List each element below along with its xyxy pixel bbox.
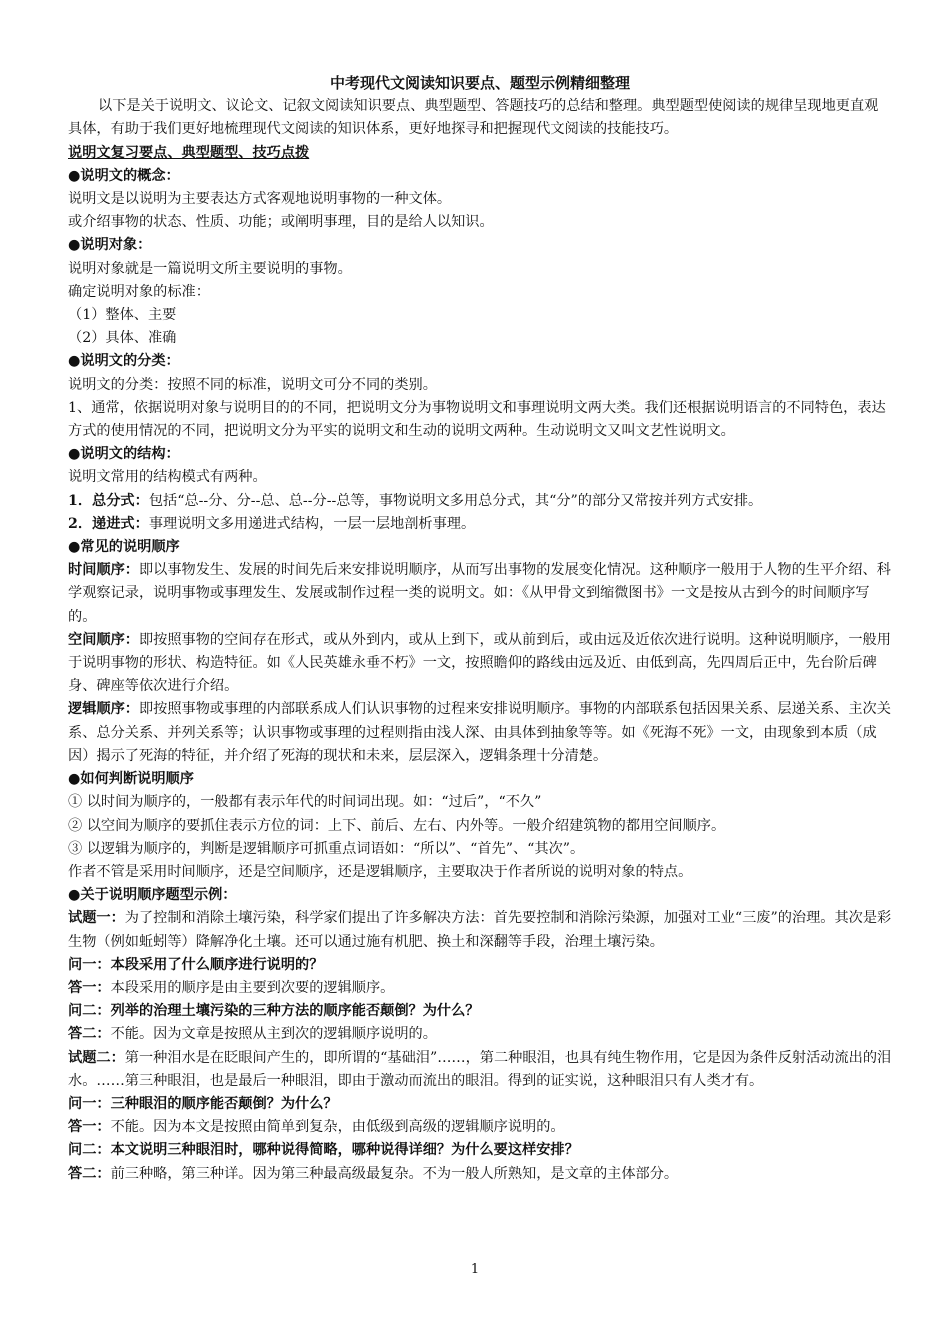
example-1-question-1: 问一：本段采用了什么顺序进行说明的？	[68, 956, 324, 973]
structure-label-1: 1．总分式：	[68, 492, 149, 509]
concept-line-2: 或介绍事物的状态、性质、功能；或阐明事理，目的是给人以知识。	[68, 214, 494, 231]
example-2-answer-2	[68, 1163, 892, 1186]
example-1-label: 试题一：	[68, 910, 125, 927]
object-line-4: （2）具体、准确	[68, 330, 177, 347]
page-number: 1	[470, 1262, 480, 1277]
structure-label-2: 2．递进式：	[68, 515, 149, 532]
heading-examples: ●关于说明顺序题型示例：	[68, 887, 237, 904]
space-order-text: 即按照事物的空间存在形式，或从外到内，或从上到下，或从前到后，或由远及近依次进行说明。这种说明顺序，一般用于说明事物的形状、构造特征。如《人民英雄永垂不朽》一文，按照瞻仰的路线由远及近、由低到高，先四周后正中，先台阶后碑身、碑座等依次进行介绍。	[68, 631, 891, 695]
structure-line-2	[68, 490, 892, 513]
example-1-paragraph	[68, 907, 892, 953]
example-2-question-1: 问一：三种眼泪的顺序能否颠倒？为什么？	[68, 1095, 338, 1112]
object-line-2: 确定说明对象的标准：	[68, 283, 210, 300]
example-1-answer-2	[68, 1023, 892, 1046]
space-order-label: 空间顺序：	[68, 631, 139, 648]
concept-line-1: 说明文是以说明为主要表达方式客观地说明事物的一种文体。	[68, 191, 452, 208]
answer-label: 答二：	[68, 1026, 111, 1043]
example-2-question-2: 问二：本文说明三种眼泪时，哪种说得简略，哪种说得详细？为什么要这样安排？	[68, 1142, 579, 1159]
classification-line-1: 说明文的分类：按照不同的标准，说明文可分不同的类别。	[68, 376, 437, 393]
judge-line-4: 作者不管是采用时间顺序，还是空间顺序，还是逻辑顺序，主要取决于作者所说的说明对象的特点。	[68, 863, 693, 880]
example-2-label: 试题二：	[68, 1049, 125, 1066]
heading-classification: ●说明文的分类：	[68, 353, 180, 370]
heading-order: ●常见的说明顺序	[68, 539, 180, 556]
example-2-paragraph	[68, 1047, 892, 1093]
time-order-paragraph	[68, 559, 892, 629]
answer-label: 答一：	[68, 1119, 111, 1136]
example-2-text: 第一种泪水是在眨眼间产生的，即所谓的“基础泪”……，第二种眼泪，也具有纯生物作用，它是因为条件反射活动流出的泪水。……第三种眼泪，也是最后一种眼泪，即由于激动而流出的眼泪。得到的证实说，这种眼泪只有人类才有。	[68, 1049, 892, 1089]
answer-label: 答一：	[68, 979, 111, 996]
document-page	[68, 72, 892, 1186]
answer-text: 前三种略，第三种详。因为第三种最高级最复杂。不为一般人所熟知，是文章的主体部分。	[110, 1165, 679, 1182]
judge-line-2: ② 以空间为顺序的要抓住表示方位的词：上下、前后、左右、内外等。一般介绍建筑物的都用空间顺序。	[68, 817, 726, 834]
intro-paragraph: 以下是关于说明文、议论文、记叙文阅读知识要点、典型题型、答题技巧的总结和整理。典型题型使阅读的规律呈现地更直观具体，有助于我们更好地梳理现代文阅读的知识体系，更好地探寻和把握现代文阅读的技能技巧。	[68, 98, 879, 138]
heading-object: ●说明对象：	[68, 237, 152, 254]
structure-text-2: 事理说明文多用递进式结构，一层一层地剖析事理。	[148, 515, 476, 532]
judge-line-1: ① 以时间为顺序的，一般都有表示年代的时间词出现。如：“过后”，“不久”	[68, 794, 542, 811]
answer-text: 不能。因为文章是按照从主到次的逻辑顺序说明的。	[110, 1026, 437, 1043]
example-2-answer-1	[68, 1116, 892, 1139]
answer-text: 本段采用的顺序是由主要到次要的逻辑顺序。	[110, 979, 395, 996]
heading-judge-order: ●如何判断说明顺序	[68, 771, 194, 788]
example-1-answer-1	[68, 977, 892, 1000]
answer-text: 不能。因为本文是按照由简单到复杂，由低级到高级的逻辑顺序说明的。	[110, 1119, 565, 1136]
heading-concept: ●说明文的概念：	[68, 167, 180, 184]
logic-order-text: 即按照事物或事理的内部联系成人们认识事物的过程来安排说明顺序。事物的内部联系包括因果关系、层递关系、主次关系、总分关系、并列关系等；认识事物或事理的过程则指由浅人深、由具体到抽象等等。如《死海不死》一文，由现象到本质（成因）揭示了死海的特征，并介绍了死海的现状和未来，层层深入，逻辑条理十分清楚。	[68, 701, 891, 764]
structure-line-3	[68, 513, 892, 536]
object-line-3: （1）整体、主要	[68, 307, 177, 324]
judge-line-3: ③ 以逻辑为顺序的，判断是逻辑顺序可抓重点词语如：“所以”、“首先”、“其次”。	[68, 840, 585, 857]
structure-line-1: 说明文常用的结构模式有两种。	[68, 469, 267, 486]
classification-line-2: 1、通常，依据说明对象与说明目的的不同，把说明文分为事物说明文和事理说明文两大类。我们还根据说明语言的不同特色，表达方式的使用情况的不同，把说明文分为平实的说明文和生动的说明文两种。生动说明文又叫文艺性说明文。	[68, 399, 886, 440]
space-order-paragraph	[68, 629, 892, 699]
example-1-text: 为了控制和消除土壤污染，科学家们提出了许多解决方法：首先要控制和消除污染源，加强对工业“三废”的治理。其次是彩生物（例如蚯蚓等）降解净化土壤。还可以通过施有机肥、换土和深翻等手段，治理土壤污染。	[68, 910, 892, 950]
heading-structure: ●说明文的结构：	[68, 446, 180, 463]
time-order-text: 即以事物发生、发展的时间先后来安排说明顺序，从而写出事物的发展变化情况。这种顺序一般用于人物的生平介绍、科学观察记录，说明事物或事理发生、发展或制作过程一类的说明文。如：《从甲骨文到缩微图书》一文是按从古到今的时间顺序写的。	[68, 562, 891, 625]
structure-text-1: 包括“总--分、分--总、总--分--总等，事物说明文多用总分式，其“分”的部分又常按并列方式安排。	[148, 492, 763, 509]
logic-order-label: 逻辑顺序：	[68, 701, 139, 718]
answer-label: 答二：	[68, 1165, 111, 1182]
object-line-1: 说明对象就是一篇说明文所主要说明的事物。	[68, 260, 352, 277]
example-1-question-2: 问二：列举的治理土壤污染的三种方法的顺序能否颠倒？为什么？	[68, 1003, 480, 1020]
logic-order-paragraph	[68, 698, 892, 768]
section-title: 说明文复习要点、典型题型、技巧点拨	[68, 144, 310, 161]
document-title: 中考现代文阅读知识要点、题型示例精细整理	[329, 74, 630, 92]
time-order-label: 时间顺序：	[68, 562, 139, 579]
